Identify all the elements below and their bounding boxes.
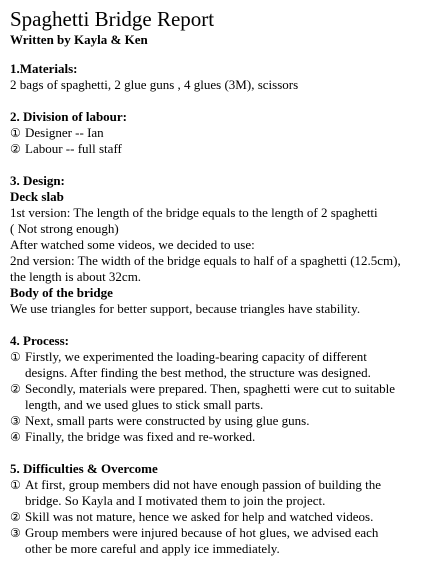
report-document [10,6,432,557]
process-step-text: Next, small parts were constructed by using glue guns. [25,413,310,428]
circled-number-marker: ③ [10,414,21,428]
difficulties-heading: 5. Difficulties & Overcome [10,461,158,476]
body-of-bridge-heading: Body of the bridge [10,285,113,300]
circled-number-marker: ① [10,126,21,140]
circled-number-marker: ② [10,510,21,524]
materials-text: 2 bags of spaghetti, 2 glue guns , 4 glues (3M), scissors [10,77,299,92]
circled-number-marker: ② [10,142,21,156]
report-authors: Written by Kayla & Ken [10,32,148,47]
difficulty-item-text: At first, group members did not have enough passion of building the bridge. So Kayla and I motivated them to join the project. [25,477,382,508]
deck-line: After watched some videos, we decided to use: [10,237,255,252]
process-heading: 4. Process: [10,333,69,348]
difficulty-item-text: Skill was not mature, hence we asked for help and watched videos. [25,509,374,524]
section-division [10,109,432,157]
process-step-text: Firstly, we experimented the loading-bearing capacity of different designs. After finding the best method, the structure was designed. [25,349,371,380]
difficulty-item [10,509,432,525]
report-title: Spaghetti Bridge Report [10,7,215,31]
section-materials [10,61,432,93]
deck-line: 1st version: The length of the bridge equals to the length of 2 spaghetti [10,205,378,220]
difficulty-item-text: Group members were injured because of hot glues, we advised each other be more careful and apply ice immediately. [25,525,379,556]
division-item [10,125,432,141]
circled-number-marker: ④ [10,430,21,444]
section-process [10,333,432,445]
division-heading: 2. Division of labour: [10,109,128,124]
deck-line: ( Not strong enough) [10,221,119,236]
process-step [10,349,432,381]
division-item-text: Labour -- full staff [25,141,122,156]
circled-number-marker: ① [10,350,21,364]
process-step [10,381,432,413]
division-item-text: Designer -- Ian [25,125,104,140]
section-difficulties [10,461,432,557]
difficulty-item [10,525,432,557]
division-item [10,141,432,157]
deck-line: 2nd version: The width of the bridge equals to half of a spaghetti (12.5cm), [10,253,401,268]
process-step [10,429,432,445]
design-heading: 3. Design: [10,173,65,188]
deck-slab-heading: Deck slab [10,189,64,204]
process-step-text: Finally, the bridge was fixed and re-worked. [25,429,256,444]
section-design [10,173,432,317]
materials-heading: 1.Materials: [10,61,78,76]
circled-number-marker: ① [10,478,21,492]
circled-number-marker: ② [10,382,21,396]
process-step [10,413,432,429]
difficulty-item [10,477,432,509]
body-line: We use triangles for better support, because triangles have stability. [10,301,361,316]
deck-line: the length is about 32cm. [10,269,142,284]
circled-number-marker: ③ [10,526,21,540]
process-step-text: Secondly, materials were prepared. Then, spaghetti were cut to suitable length, and we used glues to stick small parts. [25,381,396,412]
